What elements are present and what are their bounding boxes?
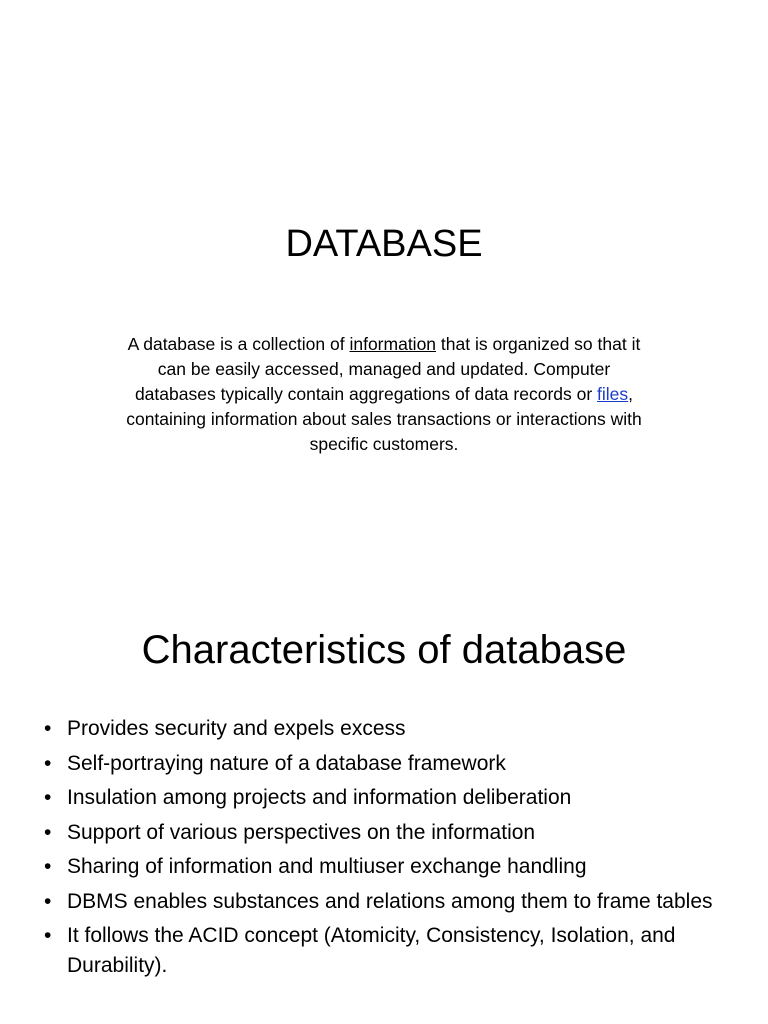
list-item xyxy=(44,749,724,779)
slide-title: Characteristics of database xyxy=(141,628,627,672)
list-item-text: Sharing of information and multiuser exchange handling xyxy=(67,855,587,878)
bullet-icon: • xyxy=(44,855,52,878)
list-item xyxy=(44,887,724,917)
list-item xyxy=(44,818,724,848)
definition-text-part-2: that is organized so that it can be easily accessed, managed and updated. Computer databases typically contain aggregations of data records or xyxy=(134,334,641,404)
list-item xyxy=(44,714,724,744)
files-link[interactable]: files xyxy=(597,384,629,404)
list-item-text: Support of various perspectives on the information xyxy=(67,820,536,844)
list-item-text: It follows the ACID concept (Atomicity, Consistency, Isolation, and Durability). xyxy=(67,924,676,977)
list-item-text: DBMS enables substances and relations among them to frame tables xyxy=(67,889,713,913)
characteristics-list xyxy=(44,714,724,986)
definition-text-part-1: A database is a collection of xyxy=(127,334,350,354)
bullet-icon: • xyxy=(44,786,52,809)
list-item xyxy=(44,783,724,813)
slide-title: DATABASE xyxy=(285,223,483,265)
slide-characteristics xyxy=(0,576,768,1024)
list-item-text: Provides security and expels excess xyxy=(67,717,406,740)
definition-paragraph xyxy=(120,332,648,457)
list-item xyxy=(44,921,724,981)
bullet-icon: • xyxy=(44,820,52,844)
list-item xyxy=(44,852,724,882)
information-link[interactable]: information xyxy=(349,334,437,354)
bullet-icon: • xyxy=(44,751,52,775)
bullet-icon: • xyxy=(44,717,52,740)
list-item-text: Self-portraying nature of a database framework xyxy=(67,751,506,775)
bullet-icon: • xyxy=(44,924,52,947)
bullet-icon: • xyxy=(44,889,52,913)
list-item-text: Insulation among projects and information deliberation xyxy=(67,786,572,809)
definition-text-part-3: , containing information about sales transactions or interactions with specific customers. xyxy=(126,384,642,454)
